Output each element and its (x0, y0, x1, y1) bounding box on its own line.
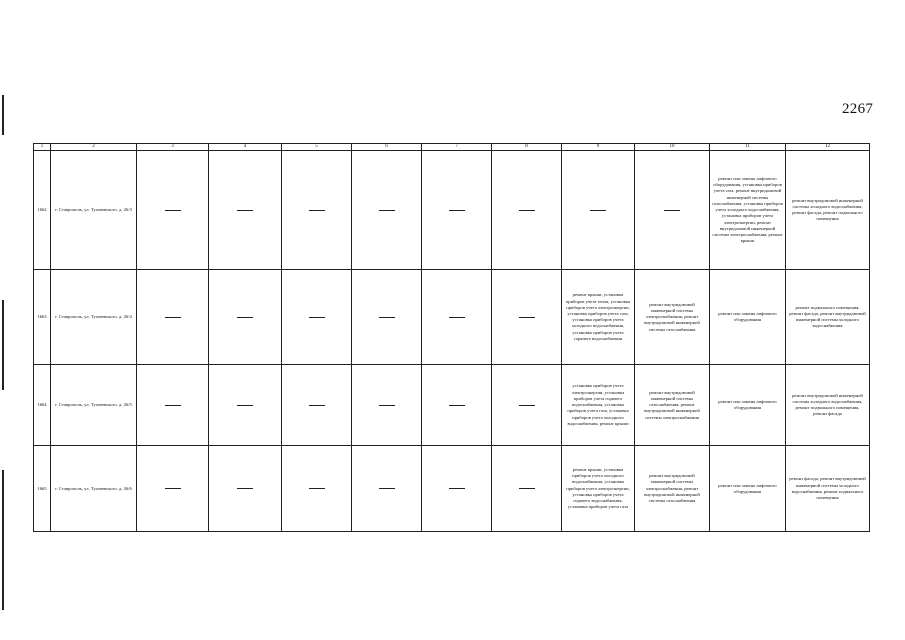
empty-cell (492, 151, 562, 270)
scan-edge-mark (2, 300, 4, 390)
work-list-cell: ремонт внутридомовой инженерной системы электроснабжения, ремонт внутридомовой инженерной системы газоснабжения (635, 270, 710, 365)
dash-mark (237, 210, 253, 211)
empty-cell (209, 446, 282, 532)
column-number-3: 3 (137, 144, 209, 151)
repair-schedule-table (33, 143, 870, 532)
column-number-row (34, 144, 870, 151)
dash-mark (449, 210, 465, 211)
row-number: 1663 (34, 270, 51, 365)
column-number-5: 5 (282, 144, 352, 151)
empty-cell (635, 151, 710, 270)
work-list-cell: ремонт внутридомовой инженерной системы холодного водоснабжения, ремонт фасада, ремонт подвального помещения (786, 151, 870, 270)
dash-mark (237, 317, 253, 318)
column-number-2: 2 (51, 144, 137, 151)
dash-mark (519, 317, 535, 318)
empty-cell (137, 270, 209, 365)
empty-cell (282, 446, 352, 532)
address-cell: г. Ставрополь, ул. Тухачевского, д. 26/3 (51, 151, 137, 270)
empty-cell (137, 151, 209, 270)
empty-cell (492, 446, 562, 532)
dash-mark (237, 405, 253, 406)
empty-cell (352, 270, 422, 365)
work-list-cell: ремонт или замена лифтового оборудования (710, 365, 786, 446)
work-list-cell: ремонт подвального помещения, ремонт фасада, ремонт внутридомовой инженерной системы холодного водоснабжения (786, 270, 870, 365)
work-list-cell: ремонт крыши, установка приборов учета холодного водоснабжения, установка приборов учета электроэнергии, установка приборов учета горячего водоснабжения, установка приборов учета газа (562, 446, 635, 532)
column-number-9: 9 (562, 144, 635, 151)
empty-cell (282, 270, 352, 365)
dash-mark (309, 488, 325, 489)
scan-edge-mark (2, 470, 4, 610)
empty-cell (137, 446, 209, 532)
dash-mark (379, 488, 395, 489)
work-list-cell: ремонт внутридомовой инженерной системы электроснабжения, ремонт внутридомовой инженерной системы газоснабжения (635, 446, 710, 532)
dash-mark (519, 488, 535, 489)
dash-mark (519, 210, 535, 211)
column-number-11: 11 (710, 144, 786, 151)
column-number-12: 12 (786, 144, 870, 151)
column-number-8: 8 (492, 144, 562, 151)
work-list-cell: ремонт или замена лифтового оборудования (710, 446, 786, 532)
address-cell: г. Ставрополь, ул. Тухачевского, д. 26/5 (51, 365, 137, 446)
dash-mark (165, 210, 181, 211)
dash-mark (165, 317, 181, 318)
table-row (34, 151, 870, 270)
empty-cell (209, 151, 282, 270)
empty-cell (282, 365, 352, 446)
page-number: 2267 (842, 101, 874, 117)
empty-cell (562, 151, 635, 270)
dash-mark (165, 488, 181, 489)
empty-cell (137, 365, 209, 446)
empty-cell (209, 270, 282, 365)
empty-cell (422, 446, 492, 532)
dash-mark (379, 210, 395, 211)
work-list-cell: ремонт или замена лифтового оборудования, установка приборов учета газа, ремонт внутридомовой инженерной системы газоснабжения, установка приборов учета холодного водоснабжения, установка приборов учета электроэнергии, ремонт внутридомовой инженерной системы электроснабжения, ремонт крыши (710, 151, 786, 270)
work-list-cell: ремонт фасада, ремонт внутридомовой инженерной системы холодного водоснабжения, ремонт подвального помещения (786, 446, 870, 532)
dash-mark (309, 317, 325, 318)
work-list-cell: установка приборов учета электроэнергии, установка приборов учета горячего водоснабжения, установка приборов учета газа, установка приборов учета холодного водоснабжения, ремонт крыши (562, 365, 635, 446)
dash-mark (165, 405, 181, 406)
work-list-cell: ремонт крыши, установка приборов учета тепла, установка приборов учета электроэнергии, установка приборов учета газа, установка приборов учета холодного водоснабжения, установка приборов учета горячего водоснабжения (562, 270, 635, 365)
empty-cell (352, 151, 422, 270)
column-number-4: 4 (209, 144, 282, 151)
empty-cell (422, 365, 492, 446)
work-list-cell: ремонт или замена лифтового оборудования (710, 270, 786, 365)
work-list-cell: ремонт внутридомовой инженерной системы газоснабжения, ремонт внутридомовой инженерной системы электроснабжения (635, 365, 710, 446)
column-number-6: 6 (352, 144, 422, 151)
row-number: 1662 (34, 151, 51, 270)
table-row (34, 365, 870, 446)
column-number-7: 7 (422, 144, 492, 151)
table-row (34, 270, 870, 365)
dash-mark (519, 405, 535, 406)
row-number: 1664 (34, 365, 51, 446)
empty-cell (492, 365, 562, 446)
dash-mark (309, 210, 325, 211)
work-list-cell: ремонт внутридомовой инженерной системы холодного водоснабжения, ремонт подвального помещения, ремонт фасада (786, 365, 870, 446)
dash-mark (379, 405, 395, 406)
empty-cell (352, 446, 422, 532)
dash-mark (237, 488, 253, 489)
dash-mark (379, 317, 395, 318)
empty-cell (352, 365, 422, 446)
empty-cell (492, 270, 562, 365)
dash-mark (449, 317, 465, 318)
address-cell: г. Ставрополь, ул. Тухачевского, д. 26/6 (51, 446, 137, 532)
empty-cell (422, 270, 492, 365)
column-number-10: 10 (635, 144, 710, 151)
row-number: 1665 (34, 446, 51, 532)
empty-cell (282, 151, 352, 270)
dash-mark (590, 210, 606, 211)
address-cell: г. Ставрополь, ул. Тухачевского, д. 26/4 (51, 270, 137, 365)
empty-cell (422, 151, 492, 270)
column-number-1: 1 (34, 144, 51, 151)
dash-mark (449, 488, 465, 489)
table-row (34, 446, 870, 532)
dash-mark (449, 405, 465, 406)
dash-mark (309, 405, 325, 406)
scan-edge-mark (2, 95, 4, 135)
dash-mark (664, 210, 680, 211)
empty-cell (209, 365, 282, 446)
